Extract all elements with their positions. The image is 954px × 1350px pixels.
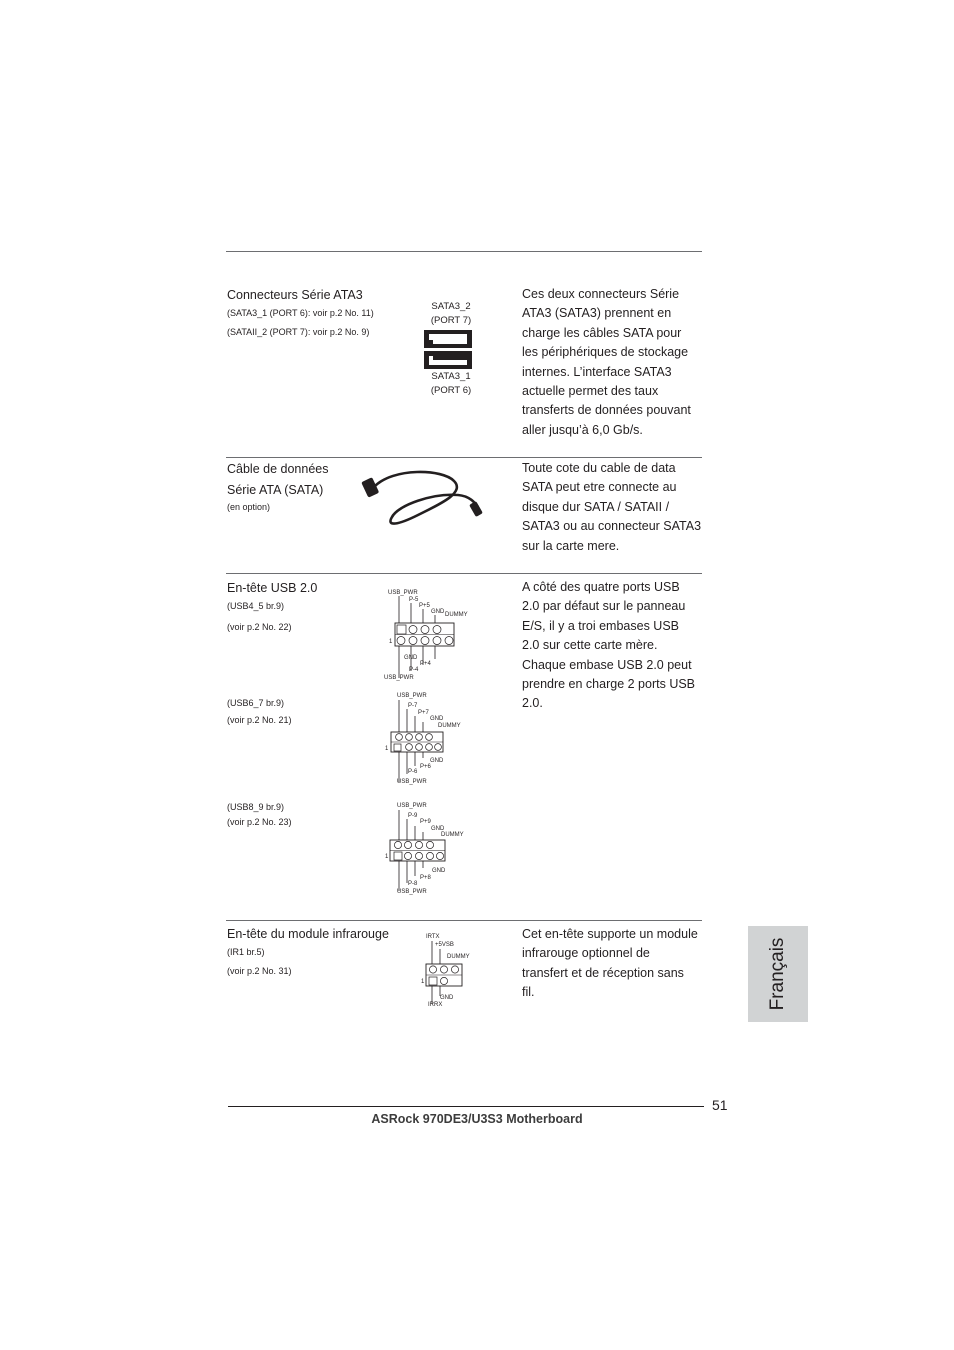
svg-text:DUMMY: DUMMY xyxy=(438,723,461,729)
svg-text:GND: GND xyxy=(432,868,446,874)
svg-text:GND: GND xyxy=(430,716,444,722)
cable-description: Toute cote du cable de data SATA peut etre connecte au disque dur SATA / SATAII / SATA3 ou au connecteur SATA3 sur la carte mere. xyxy=(522,461,702,553)
page-number: 51 xyxy=(712,1097,728,1113)
svg-text:IRRX: IRRX xyxy=(428,1002,443,1008)
svg-text:P-4: P-4 xyxy=(409,667,419,673)
usb6-7-header-diagram xyxy=(380,688,476,788)
ir-title: En-tête du module infrarouge xyxy=(227,927,389,941)
usb-header2-ref: (voir p.2 No. 21) xyxy=(227,715,292,725)
ir-header-diagram xyxy=(418,928,480,1010)
sata3-title: Connecteurs Série ATA3 xyxy=(227,288,363,302)
svg-text:P+4: P+4 xyxy=(420,661,431,667)
usb8-9-header-diagram xyxy=(380,798,476,898)
sata3-2-label: SATA3_2 xyxy=(431,301,471,312)
sata3-2-port-label: (PORT 7) xyxy=(430,315,472,326)
usb-description: A côté des quatre ports USB 2.0 par défaut sur le panneau E/S, il y a troi embases USB 2.0 sur cette carte mère. Chaque embase USB 2.0 peut prendre en charge 2 ports USB 2.0. xyxy=(522,580,696,711)
svg-text:P-8: P-8 xyxy=(408,881,418,887)
svg-text:GND: GND xyxy=(430,758,444,764)
svg-text:GND: GND xyxy=(431,609,445,615)
svg-text:P+6: P+6 xyxy=(420,764,431,770)
svg-text:USB_PWR: USB_PWR xyxy=(384,675,414,681)
svg-text:P-9: P-9 xyxy=(408,813,418,819)
svg-text:GND: GND xyxy=(440,995,454,1001)
footer-model: ASRock 970DE3/U3S3 Motherboard xyxy=(371,1112,583,1126)
usb-title: En-tête USB 2.0 xyxy=(227,581,318,595)
usb4-5-header-diagram xyxy=(382,586,476,682)
svg-text:1: 1 xyxy=(385,854,389,860)
svg-text:USB_PWR: USB_PWR xyxy=(397,693,427,699)
sata3-note-port7: (SATAII_2 (PORT 7): voir p.2 No. 9) xyxy=(227,327,370,337)
cable-connector-right xyxy=(469,501,483,517)
sata3-1-label: SATA3_1 xyxy=(431,371,471,382)
cable-title: Câble de données Série ATA (SATA) xyxy=(227,462,329,497)
sata3-note-port6: (SATA3_1 (PORT 6): voir p.2 No. 11) xyxy=(227,308,374,318)
svg-text:+5VSB: +5VSB xyxy=(435,942,454,948)
svg-text:USB_PWR: USB_PWR xyxy=(397,803,427,809)
section-divider xyxy=(226,573,702,574)
sata3-1-port-label: (PORT 6) xyxy=(430,385,472,396)
section-divider xyxy=(226,920,702,921)
ir-note: (IR1 br.5) xyxy=(227,947,265,957)
svg-text:USB_PWR: USB_PWR xyxy=(388,590,418,596)
usb-header2-note: (USB6_7 br.9) xyxy=(227,698,285,708)
svg-text:IRTX: IRTX xyxy=(426,934,440,940)
section-divider xyxy=(226,457,702,458)
svg-text:1: 1 xyxy=(421,979,425,985)
usb-header3-ref: (voir p.2 No. 23) xyxy=(227,817,292,827)
svg-text:DUMMY: DUMMY xyxy=(445,612,468,618)
header-rule xyxy=(226,251,702,252)
svg-text:1: 1 xyxy=(385,746,389,752)
sata3-connector-diagram xyxy=(418,298,484,398)
svg-text:P-5: P-5 xyxy=(409,597,419,603)
svg-text:P+5: P+5 xyxy=(419,603,430,609)
svg-text:P-7: P-7 xyxy=(408,703,418,709)
svg-text:P+9: P+9 xyxy=(420,819,431,825)
svg-text:USB_PWR: USB_PWR xyxy=(397,889,427,895)
cable-connector-left xyxy=(361,477,379,497)
sata3-description: Ces deux connecteurs Série ATA3 (SATA3) prennent en charge les câbles SATA pour les périphériques de stockage internes. L’interface SATA3 actuelle permet des taux transferts de données pouvant aller jusqu’à 6,0 Gb/s. xyxy=(522,287,691,437)
footer-rule xyxy=(228,1106,704,1107)
svg-text:DUMMY: DUMMY xyxy=(447,954,470,960)
ir-ref: (voir p.2 No. 31) xyxy=(227,966,292,976)
language-tab-label: Français xyxy=(767,937,788,1011)
svg-text:GND: GND xyxy=(431,826,445,832)
svg-text:USB_PWR: USB_PWR xyxy=(397,779,427,785)
cable-note: (en option) xyxy=(227,502,271,512)
svg-text:DUMMY: DUMMY xyxy=(441,832,464,838)
usb-header1-note: (USB4_5 br.9) xyxy=(227,601,285,611)
svg-text:P+8: P+8 xyxy=(420,875,431,881)
svg-text:P+7: P+7 xyxy=(418,710,429,716)
usb-header1-ref: (voir p.2 No. 22) xyxy=(227,622,292,632)
svg-text:1: 1 xyxy=(389,639,393,645)
usb-header3-note: (USB8_9 br.9) xyxy=(227,802,285,812)
svg-text:GND: GND xyxy=(404,655,418,661)
sata-cable-image xyxy=(358,465,488,535)
ir-description: Cet en-tête supporte un module infrarouge optionnel de transfert et de réception sans fil. xyxy=(522,927,698,1000)
svg-text:P-6: P-6 xyxy=(408,769,418,775)
